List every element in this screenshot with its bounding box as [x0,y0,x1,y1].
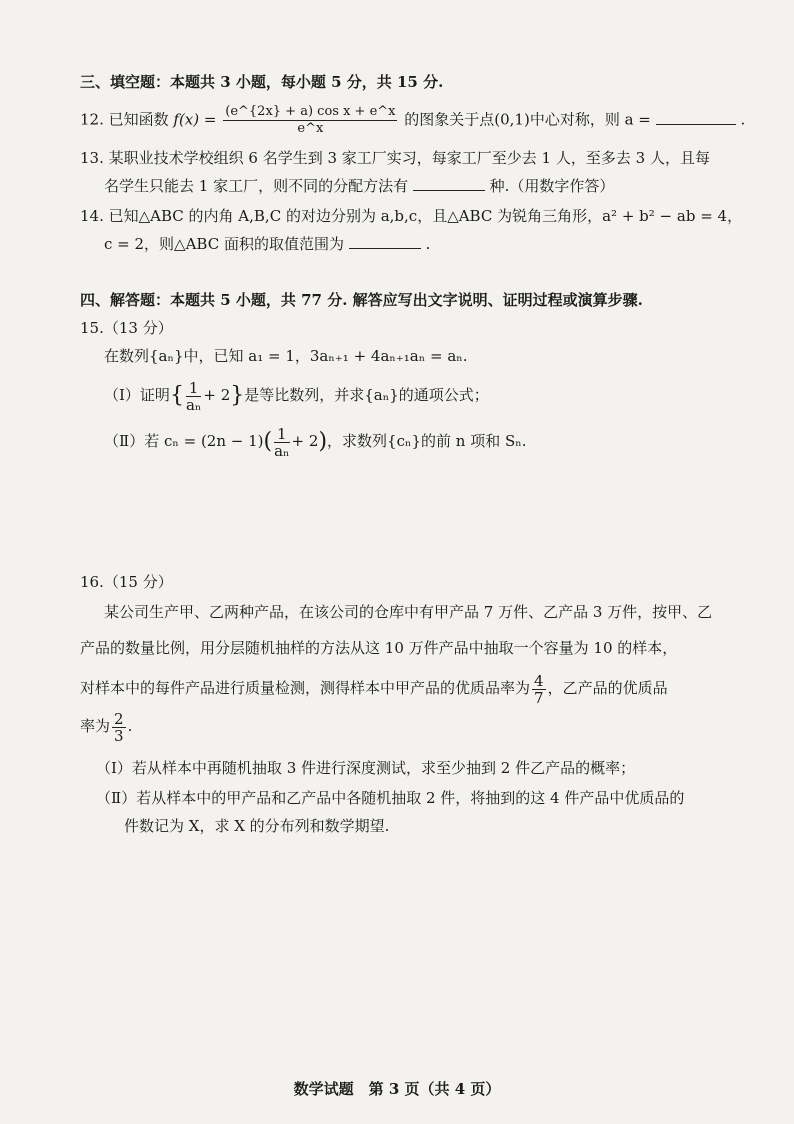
q16-line4b: . [127,717,133,735]
q12-suffix: 的图象关于点(0,1)中心对称，则 a = [404,110,651,129]
q15-part1 [104,378,489,413]
q13-answer-blank[interactable] [413,176,485,191]
page-footer: 数学试题 第 3 页（共 4 页） [293,1080,501,1098]
paren-right: ) [318,429,328,454]
q15-p1-fraction [186,380,201,413]
q14-line2 [104,234,430,254]
q16-frac-2-3 [112,711,126,744]
q16-frac1-num: 4 [534,671,544,690]
q16-frac1-den: 7 [534,688,544,707]
q16-part2-line1: （Ⅱ）若从样本中的甲产品和乙产品中各随机抽取 2 件，将抽到的这 4 件产品中优质品的 [96,789,685,807]
q16-label: 16.（15 分） [80,573,173,591]
q15-stem: 在数列{aₙ}中，已知 a₁ = 1，3aₙ₊₁ + 4aₙ₊₁aₙ = aₙ. [104,347,468,365]
q16-frac2-den: 3 [114,726,124,745]
section3-heading: 三、填空题：本题共 3 小题，每小题 5 分，共 15 分. [80,73,444,91]
q12-end: . [740,110,746,129]
q12-fname: f(x) = [173,110,217,129]
q13-line2a: 名学生只能去 1 家工厂，则不同的分配方法有 [104,177,409,195]
q16-part2-line2: 件数记为 X，求 X 的分布列和数学期望. [124,817,390,835]
q16-line1: 某公司生产甲、乙两种产品，在该公司的仓库中有甲产品 7 万件、乙产品 3 万件，按甲、乙 [104,603,713,621]
q13-line1: 13. 某职业技术学校组织 6 名学生到 3 家工厂实习，每家工厂至少去 1 人，至多去 3 人，且每 [80,149,710,167]
q12-denominator: e^x [297,121,324,136]
question-12 [80,104,745,137]
q15-p1-b: 是等比数列，并求{aₙ}的通项公式； [244,386,489,404]
q15-p1-num: 1 [186,380,201,397]
q16-line2: 产品的数量比例，用分层随机抽样的方法从这 10 万件产品中抽取一个容量为 10 的样本， [80,639,678,657]
q12-answer-blank[interactable] [656,110,736,125]
q16-frac-4-7 [532,673,546,706]
q16-part1: （Ⅰ）若从样本中再随机抽取 3 件进行深度测试，求至少抽到 2 件乙产品的概率； [96,759,636,777]
q16-line4 [80,708,132,744]
brace-right: } [230,383,245,408]
q14-answer-blank[interactable] [349,234,421,249]
q16-line3a: 对样本中的每件产品进行质量检测，测得样本中甲产品的优质品率为 [80,679,531,697]
q14-line1: 14. 已知△ABC 的内角 A,B,C 的对边分别为 a,b,c，且△ABC 为锐角三角形，a² + b² − ab = 4， [80,207,743,225]
q15-p1-plus: + 2 [203,386,231,404]
q14-line2b: . [425,235,431,253]
q14-line2a: c = 2，则△ABC 面积的取值范围为 [104,235,344,253]
q15-p1-a: （Ⅰ）证明 [104,386,170,404]
q15-p1-den: aₙ [185,395,202,414]
q16-line3 [80,670,668,706]
q16-frac2-num: 2 [114,709,124,728]
q15-label: 15.（13 分） [80,319,173,337]
q13-line2 [104,176,614,196]
q13-line2b: 种.（用数字作答） [489,177,615,195]
brace-left: { [169,383,184,408]
q15-p2-a: （Ⅱ）若 cₙ = (2n − 1) [104,432,264,450]
q12-prefix: 12. 已知函数 [80,110,169,129]
paren-left: ( [263,429,273,454]
q15-p2-num: 1 [274,426,289,443]
q15-part2 [104,424,527,459]
q12-numerator: (e^{2x} + a) cos x + e^x [225,104,396,119]
q15-p2-b: ，求数列{cₙ}的前 n 项和 Sₙ. [327,432,527,450]
q16-line4a: 率为 [80,717,111,735]
q16-line3b: ，乙产品的优质品 [547,679,668,697]
q15-p2-den: aₙ [274,441,290,460]
q15-p2-fraction [274,426,289,459]
q15-p2-plus: + 2 [291,432,319,450]
q12-fraction [223,104,397,137]
section4-heading: 四、解答题：本题共 5 小题，共 77 分. 解答应写出文字说明、证明过程或演算步骤. [80,291,643,309]
